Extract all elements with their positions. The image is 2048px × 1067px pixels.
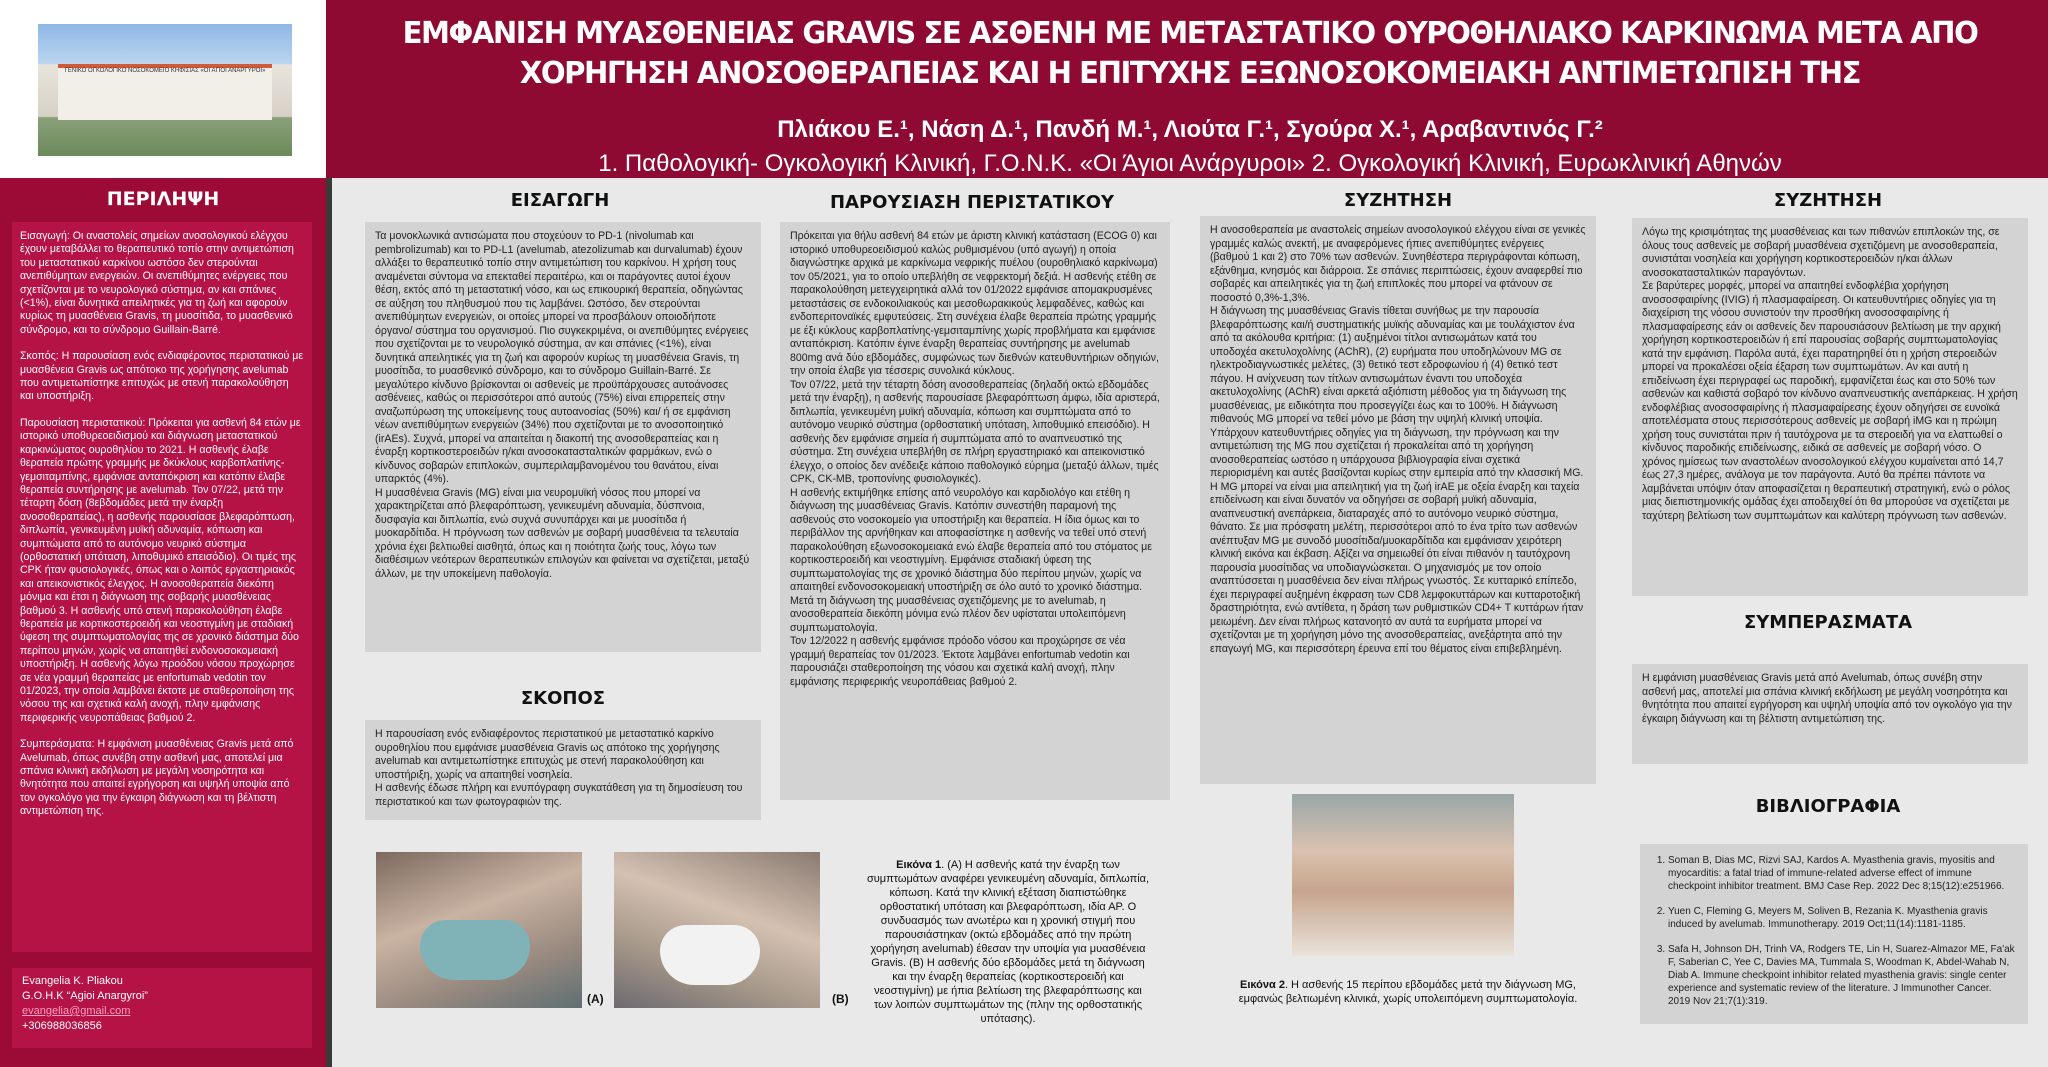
summary-title: ΠΕΡΙΛΗΨΗ [106,188,220,210]
discussion1-box: Η ανοσοθεραπεία με αναστολείς σημείων ανοσολογικού ελέγχου είναι σε γενικές γραμμές καλώς ανεκτή, με αναφερόμενες ήπιες ανεπιθύμητες ενέργειες (βαθμού 1 και 2) στο 70% των ασθενών. Συνηθέστερα περιγράφονται κόπωση, εξάνθημα, κνησμός και διάρροια. Σε σπάνιες περιπτώσεις, έχουν αναφερθεί πιο σοβαρές και απειλητικές για τη ζωή επιπλοκές που μπορεί να φτάνουν σε ποσοστό 0,3%-1,3%. Η διάγνωση της μυασθένειας Gravis τίθεται συνήθως με την παρουσία βλεφαρόπτωσης και/ή συστηματικής μυϊκής αδυναμίας και με τουλάχιστον ένα από τα ακόλουθα κριτήρια: (1) αυξημένοι τίτλοι αντισωμάτων κατά του υποδοχέα ακετυλοχολίνης (AChR), (2) ευρήματα που υποδηλώνουν MG σε ηλεκτροδιαγνωστικές μελέτες, (3) θετικό τεστ εδροφωνίου ή (4) θετικό τεστ πάγου. Η ανίχνευση των τίτλων αντισωμάτων έναντι του υποδοχέα ακετυλοχολίνης (AChR) είναι αρκετά αξιόπιστη μέθοδος για τη διάγνωση της μυασθένειας, με ειδικότητα που προσεγγίζει έως και το 100%. Η διάγνωση πιθανούς MG μπορεί να τεθεί μόνο με βάση την υψηλή κλινική υποψία. Υπάρχουν κατευθυντήριες οδηγίες για τη διάγνωση, την πρόγνωση και την αντιμετώπιση της MG που σχετίζεται ή προκαλείται από τη χορήγηση ανοσοθεραπείας ωστόσο η υπάρχουσα βιβλιογραφία είναι σχετικά περιορισμένη και αυτές βασίζονται κυρίως στην εμπειρία από την κλασσική MG. H MG μπορεί να είναι μια απειλητική για τη ζωή irAE με οξεία έναρξη και ταχεία επιδείνωση και είναι δυνατόν να οδηγήσει σε σοβαρή μυϊκή αδυναμία, αναπνευστική ανεπάρκεια, διαταραχές από το αυτόνομο νευρικό σύστημα, θάνατο. Σε μια πρόσφατη μελέτη, περισσότεροι από το ένα τρίτο των ασθενών ανέπτυξαν MG με συνοδό μυοσίτιδα/μυοκαρδίτιδα και εμφάνισαν χειρότερη κλινική εικόνα και έκβαση. Αξίζει να σημειωθεί ότι είναι πιθανόν η ταυτόχρονη παρουσία μυοσίτιδας να υποδιαγνώσκεται. Ο μηχανισμός με τον οποίο αναπτύσσεται η μυασθένεια δεν είναι πλήρως γνωστός. Σε κυτταρικό επίπεδο, έχει περιγραφεί αυξημένη έκφραση των CD8 λεμφοκυττάρων και κυτταροτοξική δραστηριότητα, ενώ αντίθετα, η δράση των ρυθμιστικών CD4+ T κυττάρων ήταν μειωμένη. Δεν είναι πλήρως κατανοητό αν αυτά τα ευρήματα μπορεί να σχετίζονται με τη χορήγηση μόνο της ανοσοθεραπείας, ανεξάρτητα από την επαγωγή MG, και περισσότερη έρευνα επί του θέματος είναι επιβεβλημένη. [1200,216,1596,784]
contact-phone: +306988036856 [22,1020,102,1032]
face-mask-a [420,920,530,980]
reference-item: 3. Safa H, Johnson DH, Trinh VA, Rodgers TE, Lin H, Suarez-Almazor ME, Fa'ak F, Saberian C, Yee C, Davies MA, Tummala S, Woodman K, Abdel-Wahab N, Diab A. Immune checkpoint inhibitor related myasthenia gravis: single center experience and systematic review of the literature. J Immunother Cancer. 2019 Nov 21;7(1):319. [1668,943,2016,1008]
patient-photo-2 [1292,794,1514,956]
contact-name: Evangelia K. Pliakou [22,975,123,987]
summary-conclusions: Συμπεράσματα: Η εμφάνιση μυασθένειας Gravis μετά από Avelumab, όπως συνέβη στην ασθενή μας, αποτελεί μια σπάνια κλινική εκδήλωση με μεγάλη νοσηρότητα και θνητότητα που απαιτεί εγρήγορση και υψηλή υποψία από τον ογκολόγο για την έγκαιρη διάγνωση και τη βέλτιστη αντιμετώπιση της. [20,738,294,818]
contact-box [12,968,312,1048]
discussion2-title: ΣΥΖΗΤΗΣΗ [1773,190,1883,211]
intro-title: ΕΙΣΑΓΩΓΗ [510,190,610,211]
summary-aim: Σκοπός: Η παρουσίαση ενός ενδιαφέροντος περιστατικού με μυασθένεια Gravis ως απότοκο της χορήγησης avelumab που αντιμετωπίστηκε επιτυχώς με στενή παρακολούθηση και υποστήριξη. [20,350,304,403]
aim-title: ΣΚΟΠΟΣ [520,688,606,709]
aim-box: Η παρουσίαση ενός ενδιαφέροντος περιστατικού με μεταστατικό καρκίνο ουροθηλίου που εμφάνισε μυασθένεια Gravis ως απότοκο της χορήγησης avelumab και αντιμετωπίστηκε επιτυχώς με στενή παρακολούθηση και υποστήριξη, χωρίς να απαιτηθεί νοσηλεία. Η ασθενής έδωσε πλήρη και ενυπόγραφη συγκατάθεση για τη δημοσίευση του περιστατικού και των φωτογραφιών της. [365,720,761,820]
figure1-caption [864,858,1152,1026]
figure2-caption [1222,978,1594,1006]
references-box [1640,844,2028,1024]
contact-org: G.O.H.K “Agioi Anargyroi” [22,990,148,1002]
case-title: ΠΑΡΟΥΣΙΑΣΗ ΠΕΡΙΣΤΑΤΙΚΟΥ [829,192,1115,213]
face-mask-b [660,925,760,985]
reference-item: 2. Yuen C, Fleming G, Meyers M, Soliven B, Rezania K. Myasthenia gravis induced by avelumab. Immunotherapy. 2019 Oct;11(14):1181-1185. [1668,905,2016,931]
column-divider [326,178,332,1067]
figure2-caption-bold: Εικόνα 2 [1240,979,1285,991]
references-title: ΒΙΒΛΙΟΓΡΑΦΙΑ [1755,796,1901,817]
conclusions-title: ΣΥΜΠΕΡΑΣΜΑΤΑ [1743,612,1913,633]
references-list [1654,854,2016,1008]
figure1-caption-text: . (A) Η ασθενής κατά την έναρξη των συμπτωμάτων αναφέρει γενικευμένη αδυναμία, διπλωπία, κόπωση. Κατά την κλινική εξέταση διαπιστώθηκε ορθοστατική υπόταση και βλεφαρόπτωση, ιδία ΑΡ. Ο συνδυασμός των ανωτέρω και η χρονική στιγμή που παρουσιάστηκαν (οκτώ εβδομάδες από την πρώτη χορήγηση avelumab) έθεσαν την υποψία για μυασθένεια Gravis. (B) Η ασθενής δύο εβδομάδες μετά τη διάγνωση και την έναρξη θεραπείας (κορτικοστεροειδή και νεοστιγμίνη) με ήπια βελτίωση της βλεφαρόπτωσης και των λοιπών συμπτωμάτων της (πλην της ορθοστατικής υπότασης). [866,859,1150,1025]
summary-intro: Εισαγωγή: Οι αναστολείς σημείων ανοσολογικού ελέγχου έχουν μεταβάλλει το θεραπευτικό τοπίο στην αντιμετώπιση του μεταστατικού καρκίνου ωστόσο δεν στερούνται ανεπιθύμητων ενεργειών. Οι ανεπιθύμητες ενέργειες που σχετίζονται με το νευρολογικό σύστημα, αν και σπάνιες (<1%), είναι δυνητικά απειλητικές για τη ζωή και αφορούν κυρίως τη μυασθένεια Gravis, τη μυοσίτιδα, το μυασθενικό σύνδρομο, και το σύνδρομο Guillain-Barré. [20,230,294,336]
figure2-caption-text: . Η ασθενής 15 περίπου εβδομάδες μετά την διάγνωση MG, εμφανώς βελτιωμένη κλινικά, χωρίς υπολειπόμενη συμπτωματολογία. [1238,979,1578,1005]
discussion2-box: Λόγω της κρισιμότητας της μυασθένειας και των πιθανών επιπλοκών της, σε όλους τους ασθενείς με σοβαρή μυασθένεια σχετιζόμενη με ανοσοθεραπεία, συνιστάται νοσηλεία και χορήγηση κορτικοστεροειδών η/και άλλων ανοσοκατασταλτικών παραγόντων. Σε βαρύτερες μορφές, μπορεί να απαιτηθεί ενδοφλέβια χορήγηση ανοσοσφαιρίνης (IVIG) ή πλασμαφαίρεση. Οι κατευθυντήριες οδηγίες για τη διαχείριση της νόσου συνιστούν την προσθήκη ανοσοσφαιρίνης ή πλασμαφαίρεσης εάν οι ασθενείς δεν παρουσιάσουν βελτίωση με την αρχική χορήγηση κορτικοστεροειδών ή επί παρουσίας σοβαρής συμπτωματολογίας κατά την εμφάνιση. Παρόλα αυτά, έχει παρατηρηθεί ότι η χρήση στεροειδών μπορεί να προκαλέσει οξεία έξαρση των συμπτωμάτων. Αν και αυτή η επιδείνωση έχει περιγραφεί ως παροδική, εμφανίζεται έως και στο 50% των ασθενών και καθιστά σοβαρό τον κίνδυνο αναπνευστικής ανεπάρκειας. Η χρήση ενδοφλέβιας ανοσοσφαιρίνης ή πλασμαφαίρεσης έχουν οδηγήσει σε ευνοϊκά αποτελέσματα στους περισσότερους ασθενείς με σοβαρή iMG και η πρώιμη χρήση τους συνιστάται πριν ή ταυτόχρονα με τα στεροειδή για να ελαττωθεί ο κίνδυνος παροδικής επιδείνωσης, ειδικά σε ασθενείς με σοβαρή νόσο. Ο χρόνος ημίσεως των αναστολέων ανοσολογικού ελέγχου κυμαίνεται από 14,7 έως 27,3 ημέρες, ανάλογα με τον παράγοντα. Αυτό θα πρέπει πάντοτε να λαμβάνεται υπόψιν όταν αποφασίζεται η θεραπευτική στρατηγική, ενώ ο ρόλος μιας διεπιστημονικής ομάδας έχει αποδειχθεί ότι θα μπορούσε να σχετίζεται με ταχύτερη βελτίωση των συμπτωμάτων και καλύτερη πρόγνωση των ασθενών. [1632,218,2028,596]
poster-title: ΕΜΦΑΝΙΣΗ ΜΥΑΣΘΕΝΕΙΑΣ GRAVIS ΣΕ ΑΣΘΕΝΗ ΜΕ ΜΕΤΑΣΤΑΤΙΚΟ ΟΥΡΟΘΗΛΙΑΚΟ ΚΑΡΚΙΝΩΜΑ ΜΕΤΑ ΑΠΟ ΧΟΡΗΓΗΣΗ ΑΝΟΣΟΘΕΡΑΠΕΙΑΣ ΚΑΙ Η ΕΠΙΤΥΧΗΣ ΕΞΩΝΟΣΟΚΟΜΕΙΑΚΗ ΑΝΤΙΜΕΤΩΠΙΣΗ ΤΗΣ [402,16,1978,91]
figure1-label-a: (A) [587,992,604,1006]
figure1-label-b: (B) [832,992,849,1006]
figure1-caption-bold: Εικόνα 1 [896,859,942,871]
reference-item: 1. Soman B, Dias MC, Rizvi SAJ, Kardos A. Myasthenia gravis, myositis and myocarditis: a fatal triad of immune-related adverse effect of immune checkpoint inhibitor treatment. BMJ Case Rep. 2022 Dec 8;15(12):e251966. [1668,854,2016,893]
contact-email-link[interactable]: evangelia@gmail.com [22,1005,131,1017]
summary-case: Παρουσίαση περιστατικού: Πρόκειται για ασθενή 84 ετών με ιστορικό υποθυρεοειδισμού και διάγνωση μεταστατικού καρκινώματος ουροθηλίου το 2021. Η ασθενής έλαβε θεραπεία πρώτης γραμμής με δκύκλους καρβοπλατίνης-γεμσιταμπίνης, εμφάνισε ανταπόκριση και κατόπιν έλαβε θεραπεία συντήρησης με avelumab. Τον 07/22, μετά την τέταρτη δόση (8εβδομάδες μετά την έναρξη ανοσοθεραπείας), η ασθενής παρουσίασε βλεφαρόπτωση, διπλωπία, γενικευμένη μυϊκή αδυναμία, κόπωση και συμπτώματα από το αυτόνομο νευρικό σύστημα (ορθοστατική υπόταση, λιποθυμικό επεισόδιο). Οι τιμές της CPK ήταν φυσιολογικές, όπως και ο λοιπός εργαστηριακός και απεικονιστικός έλεγχος. Η ανοσοθεραπεία διεκόπη μόνιμα και έτσι η διάγνωση της σοβαρής μυασθένειας βαθμού 3. Η ασθενής υπό στενή παρακολούθηση έλαβε θεραπεία με κορτικοστεροειδή και νεοστιγμίνη με σταδιακή ύφεση της συμπτωματολογίας της σε χρονικό διάστημα δύο περίπου μηνών, χωρίς να απαιτηθεί ενδονοσοκομειακή υποστήριξη. Η ασθενής λόγω προόδου νόσου προχώρησε σε νέα γραμμή θεραπείας με enfortumab vedotin τον 01/2023, την οποία λαμβάνει έκτοτε με σταθεροποίηση της νόσου της και σχετικά καλή ανοχή, πλην εμφάνισης περιφερικής νευροπάθειας βαθμού 2. [20,416,301,724]
hospital-sign: ΓΕΝΙΚΟ ΟΓΚΟΛΟΓΙΚΟ ΝΟΣΟΚΟΜΕΙΟ ΚΗΦΙΣΙΑΣ «ΟΙ ΑΓΙΟΙ ΑΝΑΡΓΥΡΟΙ» [64,68,266,74]
affiliations-line: 1. Παθολογική- Ογκολογική Κλινική, Γ.Ο.Ν.Κ. «Οι Άγιοι Ανάργυροι» 2. Ογκολογική Κλινική, Ευρωκλινική Αθηνών [598,150,1782,177]
intro-box: Τα μονοκλωνικά αντισώματα που στοχεύουν το PD-1 (nivolumab και pembrolizumab) και το PD-L1 (avelumab, atezolizumab και durvalumab) έχουν αλλάξει το θεραπευτικό τοπίο στην αντιμετώπιση του καρκίνου. Η χρήση τους αναμένεται σύντομα να επεκταθεί περαιτέρω, και οι παράγοντες αυτοί έχουν θέση, εκτός από τη μεταστατική νόσο, και ως επικουρική θεραπεία, οδηγώντας σε αύξηση του πληθυσμού που τις λαμβάνει. Ωστόσο, δεν στερούνται ανεπιθύμητων ενεργειών, οι οποίες μπορεί να προσβάλουν οποιοδήποτε όργανο/ σύστημα του οργανισμού. Πιο συγκεκριμένα, οι ανεπιθύμητες ενέργειες που σχετίζονται με το νευρολογικό σύστημα, αν και σπάνιες (<1%), είναι δυνητικά απειλητικές για τη ζωή και αφορούν κυρίως τη μυασθένεια Gravis, τη μυοσίτιδα, το μυασθενικό σύνδρομο, και το σύνδρομο Guillain-Barré. Σε μεγαλύτερο κίνδυνο βρίσκονται οι ασθενείς με προϋπάρχουσες αυτοάνοσες ασθένειες, καθώς οι περισσότεροι από αυτούς (75%) είναι επιρρεπείς στην αναζωπύρωση της υποκείμενης τους αυτοανοσίας (50%) και/ ή σε εμφάνιση νέων ανεπιθύμητων ενεργειών (34%) που σχετίζονται με το ανοσοποιητικό (irAEs). Συχνά, μπορεί να απαιτείται η διακοπή της ανοσοθεραπείας και η έναρξη κορτικοστεροειδών η/και ανοσοκατασταλτικών φαρμάκων, ενώ ο κίνδυνος σοβαρών επιπλοκών, συμπεριλαμβανομένου του θανάτου, είναι υπαρκτός (4%). Η μυασθένεια Gravis (MG) είναι μια νευρομυϊκή νόσος που μπορεί να χαρακτηρίζεται από βλεφαρόπτωση, γενικευμένη αδυναμία, δύσπνοια, δυσφαγία και διπλωπία, ενώ συχνά συνυπάρχει και με μυοσίτιδα ή μυοκαρδίτιδα. Η πρόγνωση των ασθενών με σοβαρή μυασθένεια τα τελευταία χρόνια έχει βελτιωθεί αισθητά, όπως και η ποιότητα ζωής τους, λόγω των διαθέσιμων νεότερων θεραπευτικών επιλογών και φαίνεται να σχετίζεται, μεταξύ άλλων, με την υποκείμενη παθολογία. [365,222,761,652]
case-box: Πρόκειται για θήλυ ασθενή 84 ετών με άριστη κλινική κατάσταση (ECOG 0) και ιστορικό υποθυρεοειδισμού καλώς ρυθμισμένου (υπό αγωγή) η οποία διαγνώστηκε αρχικά με καρκίνωμα νεφρικής πυέλου (ουροθηλιακό καρκίνωμα) τον 05/2021, για το οποίο υπεβλήθη σε νεφρεκτομή δεξιά. Η ασθενής ετέθη σε παρακολούθηση μετεγχειρητικά αλλά τον 01/2022 εμφάνισε απομακρυσμένες μεταστάσεις σε ενδοκοιλιακούς και μεσοθωρακικούς λεμφαδένες, καθώς και ενδοπεριτοναϊκές εμφυτεύσεις. Στη συνέχεια έλαβε θεραπεία πρώτης γραμμής με έξι κύκλους καρβοπλατίνης-γεμσιταμπίνης χωρίς προβλήματα και εμφάνισε ανταπόκριση. Κατόπιν έγινε έναρξη θεραπείας συντήρησης με avelumab 800mg ανά δύο εβδομάδες, συμφώνως των διεθνών κατευθυντήριων οδηγιών, την οποία έλαβε για τέσσερις συνολικά κύκλους. Τον 07/22, μετά την τέταρτη δόση ανοσοθεραπείας (δηλαδή οκτώ εβδομάδες μετά την έναρξη), η ασθενής παρουσίασε βλεφαρόπτωση άμφω, ιδία αριστερά, διπλωπία, γενικευμένη μυϊκή αδυναμία, κόπωση και συμπτώματα από το αυτόνομο νευρικό σύστημα (ορθοστατική υπόταση, λιποθυμικό επεισόδιο). Η ασθενής δεν εμφάνισε σημεία ή συμπτώματα από το αναπνευστικό της σύστημα. Στη συνέχεια υπεβλήθη σε πλήρη εργαστηριακό και απεικονιστικό έλεγχο, ο οποίος δεν ανέδειξε κάποιο παθολογικό εύρημα (μεταξύ άλλων, τιμές CPK, CK-MB, τροπονίνης φυσιολογικές). Η ασθενής εκτιμήθηκε επίσης από νευρολόγο και καρδιολόγο και ετέθη η διάγνωση της μυασθένειας Gravis. Κατόπιν συνεστήθη παραμονή της ασθενούς στο νοσοκομείο για υποστήριξη και θεραπεία. Η ίδια όμως και το περιβάλλον της αρνήθηκαν και αποφασίστηκε η ασθενής να τεθεί υπό στενή παρακολούθηση εξωνοσοκομειακά ενώ έλαβε θεραπεία από του στόματος με κορτικοστεροειδή και νεοστιγμίνη. Εμφάνισε σταδιακή ύφεση της συμπτωματολογίας της σε χρονικό διάστημα δύο περίπου μηνών, χωρίς να απαιτηθεί ενδονοσοκομειακή υποστήριξη σε όλο αυτό το χρονικό διάστημα. Μετά τη διάγνωση της μυασθένειας σχετιζόμενης με το avelumab, η ανοσοθεραπεία διεκόπη μόνιμα ενώ πλέον δεν υφίσταται υπολειπόμενη συμπτωματολογία. Τον 12/2022 η ασθενής εμφάνισε πρόοδο νόσου και προχώρησε σε νέα γραμμή θεραπείας τον 01/2023. Έκτοτε λαμβάνει enfortumab vedotin και παρουσιάζει σταθεροποίηση της νόσου και σχετικά καλή ανοχή, πλην εμφάνισης περιφερικής νευροπάθειας βαθμού 2. [780,222,1170,800]
authors-line: Πλιάκου Ε.¹, Νάση Δ.¹, Πανδή Μ.¹, Λιούτα Γ.¹, Σγούρα Χ.¹, Αραβαντινός Γ.² [777,116,1603,143]
summary-box [12,222,312,952]
discussion1-title: ΣΥΖΗΤΗΣΗ [1343,190,1453,211]
conclusions-box: Η εμφάνιση μυασθένειας Gravis μετά από Avelumab, όπως συνέβη στην ασθενή μας, αποτελεί μια σπάνια κλινική εκδήλωση με μεγάλη νοσηρότητα και θνητότητα που απαιτεί εγρήγορση και υψηλή υποψία από τον ογκολόγο για την έγκαιρη διάγνωση και τη βέλτιστη αντιμετώπιση της. [1632,664,2028,764]
